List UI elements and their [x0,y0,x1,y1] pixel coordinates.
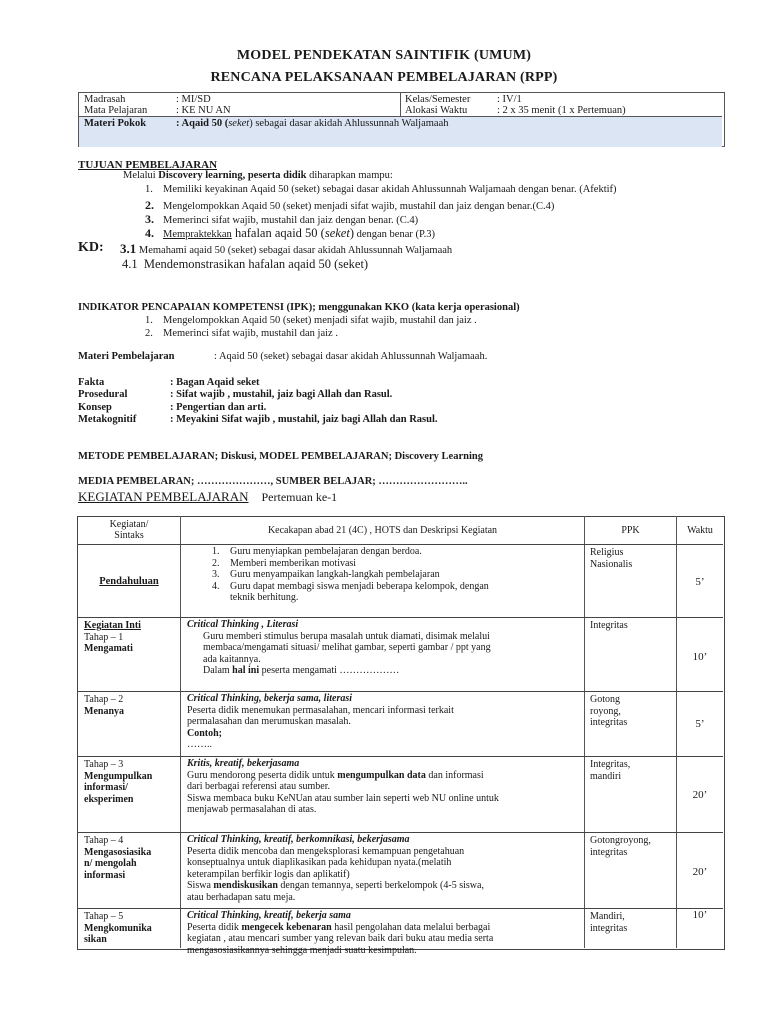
pendahuluan-waktu: 5’ [695,576,705,588]
prosedural-value: : Sifat wajib , mustahil, jaiz bagi Allah dan Rasul. [170,389,393,400]
kd-label: KD: [78,240,104,255]
alokasi-value: : 2 x 35 menit (1 x Pertemuan) [497,105,626,116]
kd-item: 3.1 Memahami aqaid 50 (seket) sebagai dasar akidah Ahlussunnah Waljamaah [120,241,453,256]
table-col-divider [584,516,585,948]
row3-waktu: 20’ [692,789,708,801]
row-pendahuluan-label: Pendahuluan [99,576,159,587]
row4-waktu: 20’ [692,866,708,878]
document-subtitle: RENCANA PELAKSANAAN PEMBELAJARAN (RPP) [210,70,558,85]
ipk-item: 2. Memerinci sifat wajib, mustahil dan jaiz . [145,328,338,339]
row2-label: Tahap – 2 Menanya [84,694,124,717]
metode-line: METODE PEMBELAJARAN; Diskusi, MODEL PEMBELAJARAN; Discovery Learning [78,451,483,462]
row1-ppk: Integritas [590,620,628,631]
fakta-value: : Bagan Aqaid seket [170,377,260,388]
row4-ppk: Gotongroyong, integritas [590,835,651,858]
tujuan-item: 3. Memerinci sifat wajib, mustahil dan jaiz dengan benar. (C.4) [145,212,419,226]
konsep-value: : Pengertian dan arti. [170,402,267,413]
row4-label: Tahap – 4 Mengasosiasika n/ mengolah informasi [84,835,152,881]
list-item: 2. Memberi memberikan motivasi [212,557,357,569]
row5-label: Tahap – 5 Mengkomunika sikan [84,911,152,945]
row2-desc: Critical Thinking, bekerja sama, literasi Peserta didik menemukan permasalahan, mencari informasi terkait permalasahan dan merumuskan masalah. Contoh; …….. [187,693,454,750]
row5-desc: Critical Thinking, kreatif, bekerja sama Peserta didik mengecek kebenaran hasil pengolahan data melalui berbagai kegiatan , atau mencari sumber yang relevan baik dari buku atau media serta mengasosiasikannya sehingga menjadi suatu kesimpulan. [187,910,494,956]
mapel-value: : KE NU AN [176,105,231,116]
madrasah-label: Madrasah [84,94,126,105]
media-line: MEDIA PEMBELARAN; …………………, SUMBER BELAJAR; …………………….. [78,476,468,487]
tujuan-intro: Melalui Discovery learning, peserta didik diharapkan mampu: [123,170,393,181]
pendahuluan-list [212,546,582,604]
konsep-label: Konsep [78,402,112,413]
ipk-item: 1. Mengelompokkan Aqaid 50 (seket) menjadi sifat wajib, mustahil dan jaiz . [145,315,477,326]
mapel-label: Mata Pelajaran [84,105,148,116]
row1-desc: Critical Thinking , Literasi Guru memberi stimulus berupa masalah untuk diamati, disimak melalui membaca/mengamati situasi/ melihat gambar, seperti gambar / ppt yang ada kaitannya. Dalam hal ini peserta mengamati ……………… [187,619,491,676]
row3-ppk: Integritas, mandiri [590,759,631,782]
table-header-waktu: Waktu [687,525,713,536]
kegiatan-heading: KEGIATAN PEMBELAJARAN Pertemuan ke-1 [78,489,338,504]
ipk-heading: INDIKATOR PENCAPAIAN KOMPETENSI (IPK); menggunakan KKO (kata kerja operasional) [78,302,520,313]
table-row-divider [77,691,723,692]
row2-ppk: Gotong royong, integritas [590,694,628,728]
list-item: 3. Guru menyampaikan langkah-langkah pembelajaran [212,569,440,580]
table-row-divider [77,756,723,757]
row5-ppk: Mandiri, integritas [590,911,628,934]
table-row-divider [77,908,723,909]
list-item: 4. Guru dapat membagi siswa menjadi beberapa kelompok, dengan [212,580,489,592]
alokasi-label: Alokasi Waktu [405,105,468,116]
row3-desc: Kritis, kreatif, bekerjasama Guru mendorong peserta didik untuk mengumpulkan data dan informasi dari berbagai referensi atau sumber. Siswa membaca buku KeNUan atau sumber lain seperti web NU online untuk menjawab permasalahan di atas. [187,758,499,815]
fakta-label: Fakta [78,377,105,388]
row4-desc: Critical Thinking, kreatif, berkomnikasi, bekerjasama Peserta didik mencoba dan mengeksplorasi kemampuan pengetahuan konseptualnya untuk diaplikasikan pada kehidupan nyata.(melatih keterampilan berfikir logis dan aplikatif) Siswa mendiskusikan dengan temannya, seperti berkelompok (4-5 siswa, atau berhadapan satu meja. [187,834,484,903]
kelas-label: Kelas/Semester [405,94,471,105]
pendahuluan-ppk: Religius Nasionalis [590,547,633,570]
metakognitif-label: Metakognitif [78,414,137,425]
table-header-ppk: PPK [621,525,640,536]
header-divider [400,92,401,116]
table-header-kegiatan: Kegiatan/ Sintaks [109,519,149,541]
materi-pokok-label: Materi Pokok [84,118,147,129]
document-title: MODEL PENDEKATAN SAINTIFIK (UMUM) [236,48,532,63]
metakognitif-value: : Meyakini Sifat wajib , mustahil, jaiz bagi Allah dan Rasul. [170,414,438,425]
row1-waktu: 10’ [692,651,708,663]
materi-label: Materi Pembelajaran [78,351,175,362]
tujuan-item: 1. Memiliki keyakinan Aqaid 50 (seket) sebagai dasar akidah Ahlussunnah Waljamaah dengan benar. (Afektif) [145,184,617,195]
list-item-continuation: teknik berhitung. [230,592,299,603]
materi-value: : Aqaid 50 (seket) sebagai dasar akidah Ahlussunnah Waljamaah. [214,351,488,362]
tujuan-item: 4. Mempraktekkan hafalan aqaid 50 (seket) dengan benar (P.3) [145,226,436,240]
list-item: 1. Guru menyiapkan pembelajaran dengan berdoa. [212,546,422,557]
kd-item: 4.1 Mendemonstrasikan hafalan aqaid 50 (seket) [122,257,369,271]
table-row-divider [77,544,723,545]
table-header-kecakapan: Kecakapan abad 21 (4C) , HOTS dan Deskripsi Kegiatan [267,525,498,536]
kelas-value: : IV/1 [497,94,522,105]
table-col-divider [180,516,181,948]
madrasah-value: : MI/SD [176,94,211,105]
row3-label: Tahap – 3 Mengumpulkan informasi/ eksperimen [84,759,153,805]
prosedural-label: Prosedural [78,389,128,400]
table-row-divider [77,617,723,618]
tujuan-item: 2. Mengelompokkan Aqaid 50 (seket) menjadi sifat wajib, mustahil dan jaiz dengan benar.(C.4) [145,198,555,212]
row2-waktu: 5’ [695,718,705,730]
table-row-divider [77,832,723,833]
row5-waktu: 10’ [692,909,708,921]
materi-pokok-value: : Aqaid 50 (seket) sebagai dasar akidah Ahlussunnah Waljamaah [176,118,449,129]
tujuan-heading: TUJUAN PEMBELAJARAN [78,159,218,171]
row1-label: Kegiatan Inti Tahap – 1 Mengamati [84,620,141,654]
